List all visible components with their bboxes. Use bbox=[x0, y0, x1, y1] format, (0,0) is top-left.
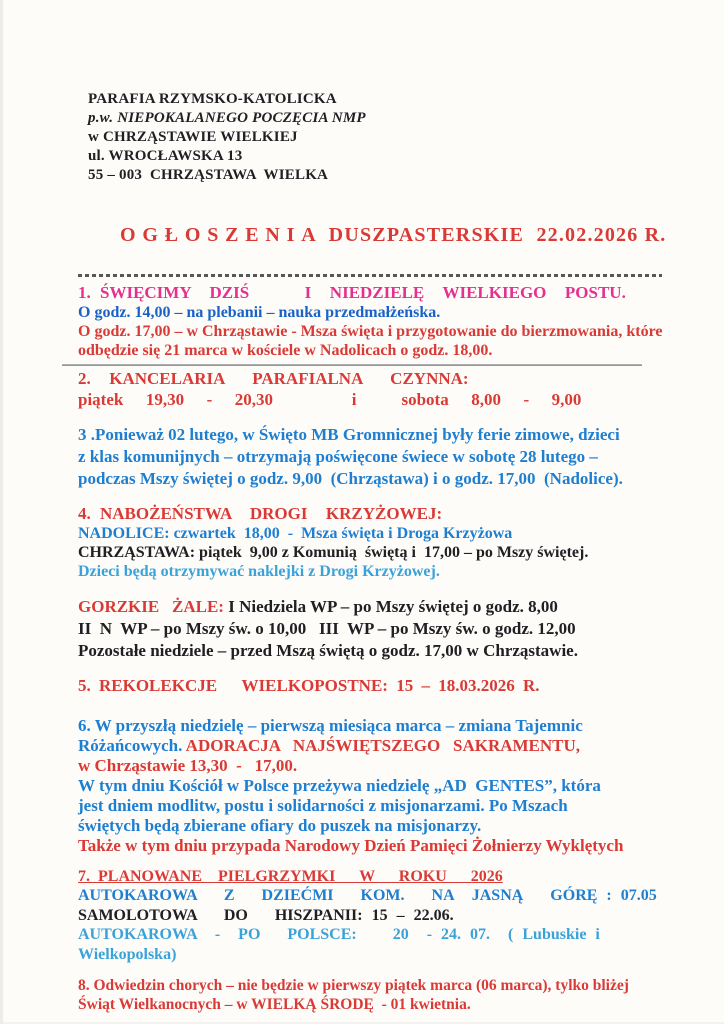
section-7 bbox=[78, 867, 684, 964]
section-4-nadolice: NADOLICE: czwartek 18,00 - Msza święta i Droga Krzyżowa bbox=[78, 525, 513, 542]
section-5-heading: 5. REKOLEKCJE WIELKOPOSTNE: 15 – 18.03.2026 R. bbox=[78, 676, 540, 695]
dashed-divider bbox=[78, 274, 662, 277]
section-6-line-2-blue: Różańcowych. bbox=[78, 736, 186, 755]
section-6 bbox=[78, 716, 684, 856]
parish-patron: p.w. NIEPOKALANEGO POCZĘCIA NMP bbox=[88, 110, 366, 126]
page-title-word1: OGŁOSZENIA bbox=[120, 224, 323, 246]
section-3-line-3: podczas Mszy świętej o godz. 9,00 (Chrząstawa) i o godz. 17,00 (Nadolice). bbox=[78, 469, 623, 488]
section-1 bbox=[78, 282, 684, 360]
section-4-dzieci: Dzieci będą otrzymywać naklejki z Drogi Krzyżowej. bbox=[78, 563, 440, 580]
section-6-line-1: 6. W przyszłą niedzielę – pierwszą miesiąca marca – zmiana Tajemnic bbox=[78, 716, 583, 735]
section-6-line-2 bbox=[78, 736, 684, 756]
parish-name: PARAFIA RZYMSKO-KATOLICKA bbox=[88, 91, 337, 107]
gorzkie-zale-line-1-rest: I Niedziela WP – po Mszy świętej o godz. 8,00 bbox=[223, 597, 558, 616]
section-3 bbox=[78, 424, 684, 490]
parish-town: w CHRZĄSTAWIE WIELKIEJ bbox=[88, 129, 298, 145]
section-2 bbox=[78, 368, 684, 411]
section-7-heading: 7. PLANOWANE PIELGRZYMKI W ROKU 2026 bbox=[78, 868, 503, 885]
page-title-rest: DUSZPASTERSKIE 22.02.2026 R. bbox=[322, 224, 667, 246]
gorzkie-zale-label: GORZKIE ŻALE: bbox=[78, 597, 224, 616]
section-2-hours: piątek 19,30 - 20,30 i sobota 8,00 - 9,00 bbox=[78, 390, 582, 409]
section-6-line-2-red: ADORACJA NAJŚWIĘTSZEGO SAKRAMENTU, bbox=[185, 736, 581, 755]
gorzkie-zale-line-1 bbox=[78, 596, 684, 618]
section-4 bbox=[78, 503, 684, 581]
section-2-heading: 2. KANCELARIA PARAFIALNA CZYNNA: bbox=[78, 369, 469, 388]
section-4-chrzastawa: CHRZĄSTAWA: piątek 9,00 z Komunią świętą i 17,00 – po Mszy świętej. bbox=[78, 544, 589, 561]
section-1-heading: 1. ŚWIĘCIMY DZIŚ I NIEDZIELĘ WIELKIEGO POSTU. bbox=[78, 283, 626, 302]
section-3-line-2: z klas komunijnych – otrzymają poświęcone świece w sobotę 28 lutego – bbox=[78, 447, 598, 466]
section-4-heading: 4. NABOŻEŃSTWA DROGI KRZYŻOWEJ: bbox=[78, 504, 443, 523]
gorzkie-zale-section bbox=[78, 596, 684, 662]
parish-street: ul. WROCŁAWSKA 13 bbox=[88, 148, 243, 164]
section-8-line-1: 8. Odwiedzin chorych – nie będzie w pierwszy piątek marca (06 marca), tylko bliżej bbox=[78, 977, 629, 994]
section-8 bbox=[78, 976, 684, 1014]
section-1-line-blue: O godz. 14,00 – na plebanii – nauka przedmałżeńska. bbox=[78, 304, 441, 321]
section-6-line-7: Także w tym dniu przypada Narodowy Dzień Pamięci Żołnierzy Wyklętych bbox=[78, 836, 624, 855]
page-title bbox=[100, 199, 684, 271]
section-3-line-1: 3 .Ponieważ 02 lutego, w Święto MB Gromnicznej były ferie zimowe, dzieci bbox=[78, 425, 620, 444]
gorzkie-zale-line-2: II N WP – po Mszy św. o 10,00 III WP – po Mszy św. o godz. 12,00 bbox=[78, 619, 576, 638]
section-6-line-5: jest dniem modlitw, postu i solidarności z misjonarzami. Po Mszach bbox=[78, 796, 568, 815]
parish-postcode: 55 – 003 CHRZĄSTAWA WIELKA bbox=[88, 167, 329, 183]
section-6-line-4: W tym dniu Kościół w Polsce przeżywa niedzielę „AD GENTES”, która bbox=[78, 776, 601, 795]
parish-header bbox=[88, 90, 684, 185]
section-1-line-red-2: odbędzie się 21 marca w kościele w Nadolicach o godz. 18,00. bbox=[78, 342, 493, 359]
section-8-line-2: Świąt Wielkanocnych – w WIELKĄ ŚRODĘ - 01 kwietnia. bbox=[78, 996, 471, 1013]
section-1-line-red-1: O godz. 17,00 – w Chrząstawie - Msza święta i przygotowanie do bierzmowania, które bbox=[78, 323, 663, 340]
section-7-pilgrimage-2: SAMOLOTOWA DO HISZPANII: 15 – 22.06. bbox=[78, 906, 454, 924]
gorzkie-zale-line-3: Pozostałe niedziele – przed Mszą świętą o godz. 17,00 w Chrząstawie. bbox=[78, 641, 578, 660]
solid-divider bbox=[62, 364, 642, 366]
section-6-line-6: świętych będą zbierane ofiary do puszek na misjonarzy. bbox=[78, 816, 482, 835]
section-6-line-3: w Chrząstawie 13,30 - 17,00. bbox=[78, 756, 298, 775]
section-7-pilgrimage-1: AUTOKAROWA Z DZIEĆMI KOM. NA JASNĄ GÓRĘ : 07.05 bbox=[78, 887, 657, 904]
section-7-pilgrimage-3: AUTOKAROWA - PO POLSCE: 20 - 24. 07. ( Lubuskie i Wielkopolska) bbox=[78, 926, 609, 963]
